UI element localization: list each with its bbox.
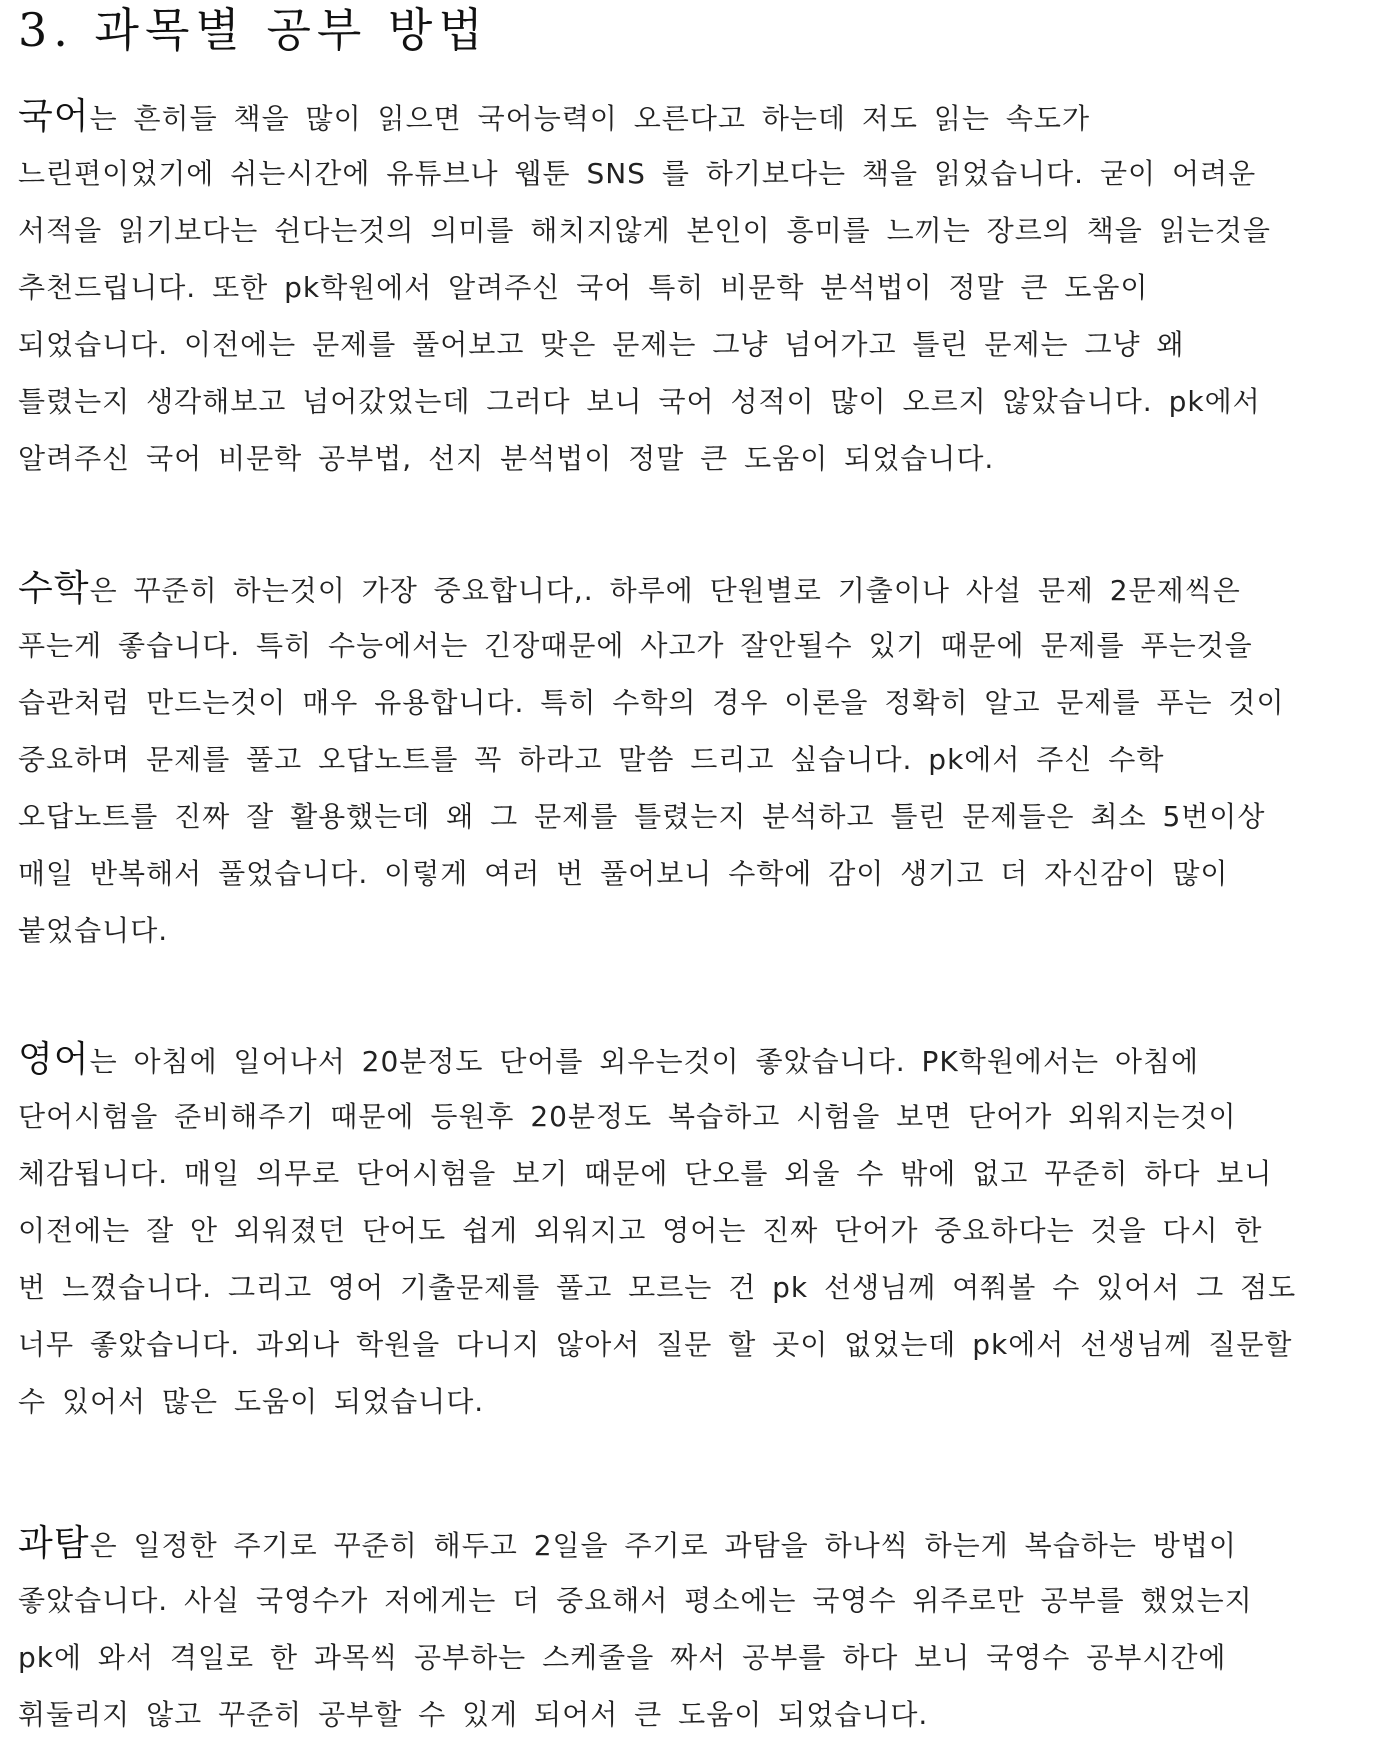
math-line: 오답노트를 진짜 잘 활용했는데 왜 그 문제를 틀렸는지 분석하고 틀린 문제들은 최소 5번이상 [18, 800, 1266, 833]
english-line: 수 있어서 많은 도움이 되었습니다. [18, 1385, 485, 1418]
english-line: 번 느꼈습니다. 그리고 영어 기출문제를 풀고 모르는 건 pk 선생님께 여쭤볼 수 있어서 그 점도 [18, 1271, 1297, 1304]
korean-subject-label: 국어 [18, 96, 90, 137]
korean-first-line [18, 88, 1271, 145]
math-first-line-text: 은 꾸준히 하는것이 가장 중요합니다,. 하루에 단원별로 기출이나 사설 문제 2문제씩은 [89, 574, 1241, 607]
math-line: 중요하며 문제를 풀고 오답노트를 꼭 하라고 말씀 드리고 싶습니다. pk에서 주신 수학 [18, 743, 1165, 776]
korean-line: 서적을 읽기보다는 쉰다는것의 의미를 해치지않게 본인이 흥미를 느끼는 장르의 책을 읽는것을 [18, 214, 1271, 247]
korean-section [18, 88, 1271, 487]
korean-line: 알려주신 국어 비문학 공부법, 선지 분석법이 정말 큰 도움이 되었습니다. [18, 442, 995, 475]
english-subject-label: 영어 [18, 1039, 90, 1080]
english-section [18, 1031, 1296, 1430]
english-first-line [18, 1031, 1296, 1088]
korean-line: 느린편이었기에 쉬는시간에 유튜브나 웹툰 SNS 를 하기보다는 책을 읽었습니다. 굳이 어려운 [18, 157, 1257, 190]
science-line: pk에 와서 격일로 한 과목씩 공부하는 스케줄을 짜서 공부를 하다 보니 국영수 공부시간에 [18, 1641, 1227, 1674]
math-line: 붙었습니다. [18, 914, 169, 947]
math-first-line [18, 560, 1285, 617]
science-first-line-text: 은 일정한 주기로 꾸준히 해두고 2일을 주기로 과탐을 하나씩 하는게 복습하는 방법이 [89, 1529, 1237, 1562]
english-line: 너무 좋았습니다. 과외나 학원을 다니지 않아서 질문 할 곳이 없었는데 pk에서 선생님께 질문할 [18, 1328, 1293, 1361]
math-subject-label: 수학 [18, 568, 90, 609]
math-line: 매일 반복해서 풀었습니다. 이렇게 여러 번 풀어보니 수학에 감이 생기고 더 자신감이 많이 [18, 857, 1229, 890]
science-section [18, 1515, 1253, 1743]
science-first-line [18, 1515, 1253, 1572]
english-line: 이전에는 잘 안 외워졌던 단어도 쉽게 외워지고 영어는 진짜 단어가 중요하다는 것을 다시 한 [18, 1214, 1263, 1247]
science-line: 휘둘리지 않고 꾸준히 공부할 수 있게 되어서 큰 도움이 되었습니다. [18, 1698, 929, 1731]
korean-line: 추천드립니다. 또한 pk학원에서 알려주신 국어 특히 비문학 분석법이 정말 큰 도움이 [18, 271, 1149, 304]
math-section [18, 560, 1285, 959]
science-subject-label: 과탐 [18, 1523, 90, 1564]
korean-line: 틀렸는지 생각해보고 넘어갔었는데 그러다 보니 국어 성적이 많이 오르지 않았습니다. pk에서 [18, 385, 1261, 418]
section-heading: 3. 과목별 공부 방법 [18, 3, 489, 57]
korean-first-line-text: 는 흔히들 책을 많이 읽으면 국어능력이 오른다고 하는데 저도 읽는 속도가 [89, 102, 1091, 135]
math-line: 습관처럼 만드는것이 매우 유용합니다. 특히 수학의 경우 이론을 정확히 알고 문제를 푸는 것이 [18, 686, 1285, 719]
korean-line: 되었습니다. 이전에는 문제를 풀어보고 맞은 문제는 그냥 넘어가고 틀린 문제는 그냥 왜 [18, 328, 1185, 361]
english-line: 단어시험을 준비해주기 때문에 등원후 20분정도 복습하고 시험을 보면 단어가 외워지는것이 [18, 1100, 1237, 1133]
english-first-line-text: 는 아침에 일어나서 20분정도 단어를 외우는것이 좋았습니다. PK학원에서는 아침에 [89, 1045, 1200, 1078]
science-line: 좋았습니다. 사실 국영수가 저에게는 더 중요해서 평소에는 국영수 위주로만 공부를 했었는지 [18, 1584, 1253, 1617]
document-page [18, 0, 1378, 1731]
math-line: 푸는게 좋습니다. 특히 수능에서는 긴장때문에 사고가 잘안될수 있기 때문에 문제를 푸는것을 [18, 629, 1253, 662]
english-line: 체감됩니다. 매일 의무로 단어시험을 보기 때문에 단오를 외울 수 밖에 없고 꾸준히 하다 보니 [18, 1157, 1273, 1190]
